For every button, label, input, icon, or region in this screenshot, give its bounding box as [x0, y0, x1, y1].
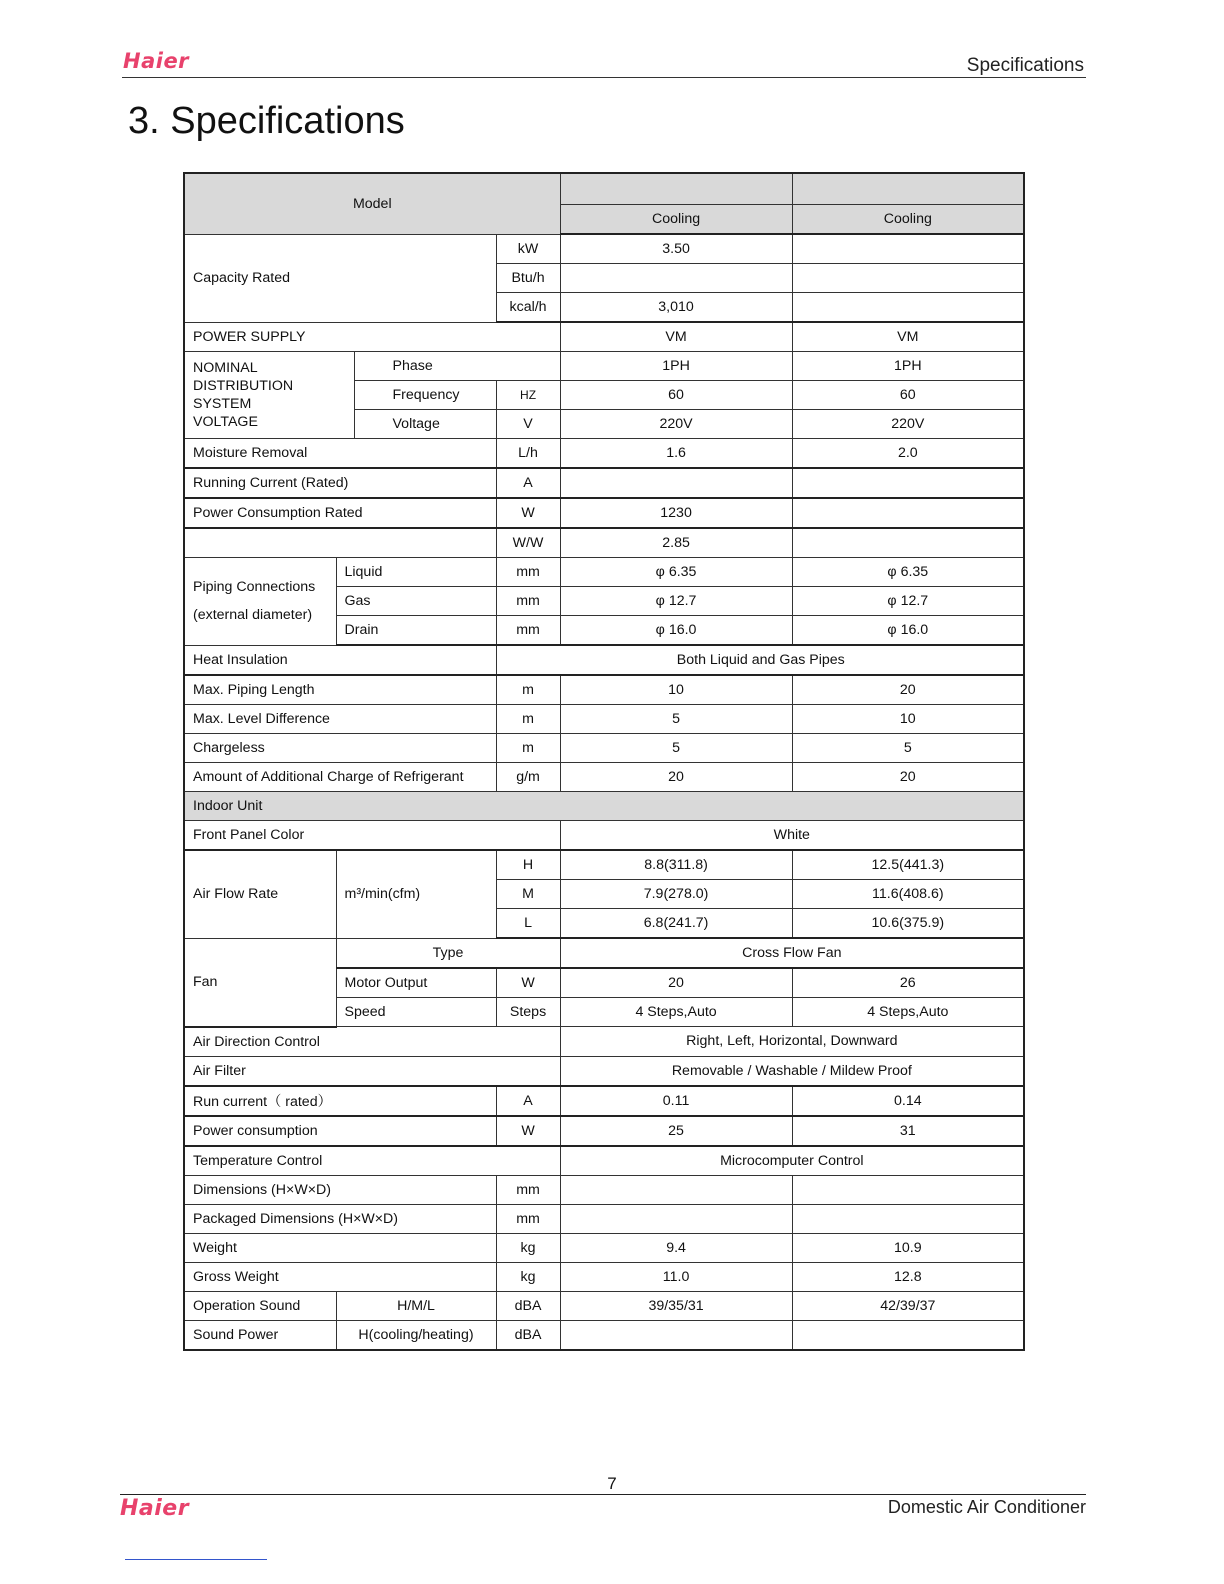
mode-header-2: Cooling — [792, 205, 1024, 235]
sound-power-value-1 — [560, 1320, 792, 1350]
operation-sound-unit: dBA — [496, 1291, 560, 1320]
table-row — [184, 1146, 1024, 1176]
operation-sound-value-2: 42/39/37 — [792, 1291, 1024, 1320]
header-section-title: Specifications — [966, 55, 1084, 76]
table-row — [184, 1116, 1024, 1146]
header-divider — [122, 77, 1086, 78]
table-row — [184, 439, 1024, 469]
table-row — [184, 675, 1024, 705]
table-row — [184, 1233, 1024, 1262]
air-flow-m-value-2: 11.6(408.6) — [792, 880, 1024, 909]
table-row — [184, 528, 1024, 558]
fan-type-label: Type — [336, 938, 560, 968]
moisture-removal-unit: L/h — [496, 439, 560, 469]
page-number: 7 — [607, 1474, 617, 1493]
running-current-value-2 — [792, 468, 1024, 498]
air-direction-control-value: Right, Left, Horizontal, Downward — [560, 1027, 1024, 1057]
piping-drain-label: Drain — [336, 616, 496, 646]
table-row — [184, 234, 1024, 264]
table-row — [184, 1027, 1024, 1057]
power-consumption-value-2: 31 — [792, 1116, 1024, 1146]
chargeless-value-1: 5 — [560, 734, 792, 763]
dimensions-label: Dimensions (H×W×D) — [184, 1175, 496, 1204]
fan-label: Fan — [184, 938, 336, 1027]
air-flow-l-value-2: 10.6(375.9) — [792, 909, 1024, 939]
run-current-value-1: 0.11 — [560, 1086, 792, 1116]
efficiency-unit: W/W — [496, 528, 560, 558]
max-piping-length-value-2: 20 — [792, 675, 1024, 705]
max-level-difference-label: Max. Level Difference — [184, 705, 496, 734]
frequency-value-1: 60 — [560, 381, 792, 410]
table-row — [184, 1291, 1024, 1320]
air-flow-h-value-1: 8.8(311.8) — [560, 850, 792, 880]
footer-divider — [120, 1494, 1086, 1495]
power-consumption-value-1: 25 — [560, 1116, 792, 1146]
piping-label-line-2: (external diameter) — [193, 607, 313, 624]
table-row — [184, 352, 1024, 381]
power-consumption-unit: W — [496, 1116, 560, 1146]
phase-label: Phase — [354, 352, 560, 381]
nominal-label-line-1: NOMINAL — [193, 360, 258, 376]
additional-charge-unit: g/m — [496, 763, 560, 792]
fan-speed-label: Speed — [336, 998, 496, 1027]
capacity-kw-value-1: 3.50 — [560, 234, 792, 264]
max-level-difference-value-2: 10 — [792, 705, 1024, 734]
capacity-label: Capacity Rated — [184, 234, 496, 322]
capacity-kcal-value-2 — [792, 293, 1024, 323]
voltage-value-1: 220V — [560, 410, 792, 439]
power-supply-label: POWER SUPPLY — [184, 322, 560, 352]
piping-gas-value-2: φ 12.7 — [792, 587, 1024, 616]
piping-connections-label — [184, 558, 336, 646]
fan-speed-unit: Steps — [496, 998, 560, 1027]
operation-sound-label: Operation Sound — [184, 1291, 336, 1320]
table-row — [184, 850, 1024, 880]
run-current-label: Run current（ rated） — [184, 1086, 496, 1116]
moisture-removal-label: Moisture Removal — [184, 439, 496, 469]
max-level-difference-value-1: 5 — [560, 705, 792, 734]
weight-value-2: 10.9 — [792, 1233, 1024, 1262]
air-flow-m-label: M — [496, 880, 560, 909]
piping-label-line-1: Piping Connections — [193, 579, 316, 596]
table-section-row — [184, 792, 1024, 821]
table-row — [184, 322, 1024, 352]
table-header-row — [184, 173, 1024, 205]
model-header: Model — [184, 173, 560, 234]
additional-charge-value-2: 20 — [792, 763, 1024, 792]
operation-sound-mode: H/M/L — [336, 1291, 496, 1320]
piping-gas-value-1: φ 12.7 — [560, 587, 792, 616]
table-row — [184, 734, 1024, 763]
dimensions-value-2 — [792, 1175, 1024, 1204]
phase-value-2: 1PH — [792, 352, 1024, 381]
sound-power-unit: dBA — [496, 1320, 560, 1350]
air-flow-h-value-2: 12.5(441.3) — [792, 850, 1024, 880]
frequency-label: Frequency — [354, 381, 496, 410]
gross-weight-unit: kg — [496, 1262, 560, 1291]
piping-gas-unit: mm — [496, 587, 560, 616]
frequency-value-2: 60 — [792, 381, 1024, 410]
indoor-unit-section-header: Indoor Unit — [184, 792, 1024, 821]
table-row — [184, 1320, 1024, 1350]
power-consumption-label: Power consumption — [184, 1116, 496, 1146]
packaged-dimensions-value-1 — [560, 1204, 792, 1233]
moisture-removal-value-1: 1.6 — [560, 439, 792, 469]
max-piping-length-value-1: 10 — [560, 675, 792, 705]
phase-value-1: 1PH — [560, 352, 792, 381]
piping-gas-label: Gas — [336, 587, 496, 616]
running-current-unit: A — [496, 468, 560, 498]
table-row — [184, 705, 1024, 734]
piping-drain-value-2: φ 16.0 — [792, 616, 1024, 646]
voltage-label: Voltage — [354, 410, 496, 439]
table-row — [184, 763, 1024, 792]
packaged-dimensions-value-2 — [792, 1204, 1024, 1233]
sound-power-mode: H(cooling/heating) — [336, 1320, 496, 1350]
footer-link-underline — [125, 1559, 267, 1560]
run-current-unit: A — [496, 1086, 560, 1116]
capacity-kw-unit: kW — [496, 234, 560, 264]
air-flow-l-value-1: 6.8(241.7) — [560, 909, 792, 939]
table-row — [184, 558, 1024, 587]
weight-unit: kg — [496, 1233, 560, 1262]
power-consumption-rated-label: Power Consumption Rated — [184, 498, 496, 528]
fan-type-value: Cross Flow Fan — [560, 938, 1024, 968]
air-flow-rate-unit: m³/min(cfm) — [336, 850, 496, 938]
haier-logo-top: Haier — [123, 49, 190, 73]
fan-speed-value-1: 4 Steps,Auto — [560, 998, 792, 1027]
operation-sound-value-1: 39/35/31 — [560, 1291, 792, 1320]
nominal-label-line-2: DISTRIBUTION — [193, 378, 294, 394]
chargeless-unit: m — [496, 734, 560, 763]
additional-charge-value-1: 20 — [560, 763, 792, 792]
gross-weight-value-1: 11.0 — [560, 1262, 792, 1291]
haier-logo-bottom: Haier — [120, 1496, 190, 1521]
capacity-kw-value-2 — [792, 234, 1024, 264]
packaged-dimensions-unit: mm — [496, 1204, 560, 1233]
chargeless-value-2: 5 — [792, 734, 1024, 763]
weight-value-1: 9.4 — [560, 1233, 792, 1262]
air-flow-m-value-1: 7.9(278.0) — [560, 880, 792, 909]
table-row — [184, 468, 1024, 498]
additional-charge-label: Amount of Additional Charge of Refrigerant — [184, 763, 496, 792]
piping-drain-unit: mm — [496, 616, 560, 646]
running-current-label: Running Current (Rated) — [184, 468, 496, 498]
air-filter-label: Air Filter — [184, 1056, 560, 1086]
piping-liquid-unit: mm — [496, 558, 560, 587]
air-direction-control-label: Air Direction Control — [184, 1027, 560, 1057]
chargeless-label: Chargeless — [184, 734, 496, 763]
mode-header-1: Cooling — [560, 205, 792, 235]
dimensions-value-1 — [560, 1175, 792, 1204]
piping-liquid-value-1: φ 6.35 — [560, 558, 792, 587]
model-name-cell-2 — [792, 173, 1024, 205]
table-row — [184, 1175, 1024, 1204]
air-flow-l-label: L — [496, 909, 560, 939]
table-row — [184, 821, 1024, 851]
voltage-unit: V — [496, 410, 560, 439]
run-current-value-2: 0.14 — [792, 1086, 1024, 1116]
piping-drain-value-1: φ 16.0 — [560, 616, 792, 646]
gross-weight-label: Gross Weight — [184, 1262, 496, 1291]
heat-insulation-value: Both Liquid and Gas Pipes — [496, 645, 1024, 675]
specifications-table — [183, 172, 1025, 1351]
fan-speed-value-2: 4 Steps,Auto — [792, 998, 1024, 1027]
air-filter-value: Removable / Washable / Mildew Proof — [560, 1056, 1024, 1086]
efficiency-value-2 — [792, 528, 1024, 558]
motor-output-value-2: 26 — [792, 968, 1024, 998]
dimensions-unit: mm — [496, 1175, 560, 1204]
running-current-value-1 — [560, 468, 792, 498]
table-row — [184, 1056, 1024, 1086]
max-piping-length-label: Max. Piping Length — [184, 675, 496, 705]
capacity-btu-value-2 — [792, 264, 1024, 293]
capacity-btu-unit: Btu/h — [496, 264, 560, 293]
sound-power-label: Sound Power — [184, 1320, 336, 1350]
model-name-cell-1 — [560, 173, 792, 205]
page-title: 3. Specifications — [128, 100, 405, 142]
capacity-kcal-unit: kcal/h — [496, 293, 560, 323]
air-flow-rate-label: Air Flow Rate — [184, 850, 336, 938]
table-row — [184, 938, 1024, 968]
sound-power-value-2 — [792, 1320, 1024, 1350]
front-panel-color-value: White — [560, 821, 1024, 851]
motor-output-unit: W — [496, 968, 560, 998]
gross-weight-value-2: 12.8 — [792, 1262, 1024, 1291]
table-row — [184, 1086, 1024, 1116]
nominal-voltage-label — [184, 352, 354, 439]
moisture-removal-value-2: 2.0 — [792, 439, 1024, 469]
front-panel-color-label: Front Panel Color — [184, 821, 560, 851]
table-row — [184, 498, 1024, 528]
nominal-label-line-3: SYSTEM — [193, 396, 252, 412]
capacity-kcal-value-1: 3,010 — [560, 293, 792, 323]
max-level-difference-unit: m — [496, 705, 560, 734]
efficiency-label — [184, 528, 496, 558]
heat-insulation-label: Heat Insulation — [184, 645, 496, 675]
efficiency-value-1: 2.85 — [560, 528, 792, 558]
footer-title: Domestic Air Conditioner — [887, 1497, 1086, 1517]
piping-liquid-label: Liquid — [336, 558, 496, 587]
motor-output-value-1: 20 — [560, 968, 792, 998]
packaged-dimensions-label: Packaged Dimensions (H×W×D) — [184, 1204, 496, 1233]
table-row — [184, 645, 1024, 675]
power-supply-value-2: VM — [792, 322, 1024, 352]
nominal-label-line-4: VOLTAGE — [193, 414, 258, 430]
piping-liquid-value-2: φ 6.35 — [792, 558, 1024, 587]
table-row — [184, 1204, 1024, 1233]
max-piping-length-unit: m — [496, 675, 560, 705]
temperature-control-value: Microcomputer Control — [560, 1146, 1024, 1176]
power-consumption-rated-value-1: 1230 — [560, 498, 792, 528]
power-consumption-rated-unit: W — [496, 498, 560, 528]
power-consumption-rated-value-2 — [792, 498, 1024, 528]
power-supply-value-1: VM — [560, 322, 792, 352]
temperature-control-label: Temperature Control — [184, 1146, 560, 1176]
weight-label: Weight — [184, 1233, 496, 1262]
frequency-unit: HZ — [496, 381, 560, 410]
voltage-value-2: 220V — [792, 410, 1024, 439]
table-row — [184, 1262, 1024, 1291]
motor-output-label: Motor Output — [336, 968, 496, 998]
capacity-btu-value-1 — [560, 264, 792, 293]
air-flow-h-label: H — [496, 850, 560, 880]
